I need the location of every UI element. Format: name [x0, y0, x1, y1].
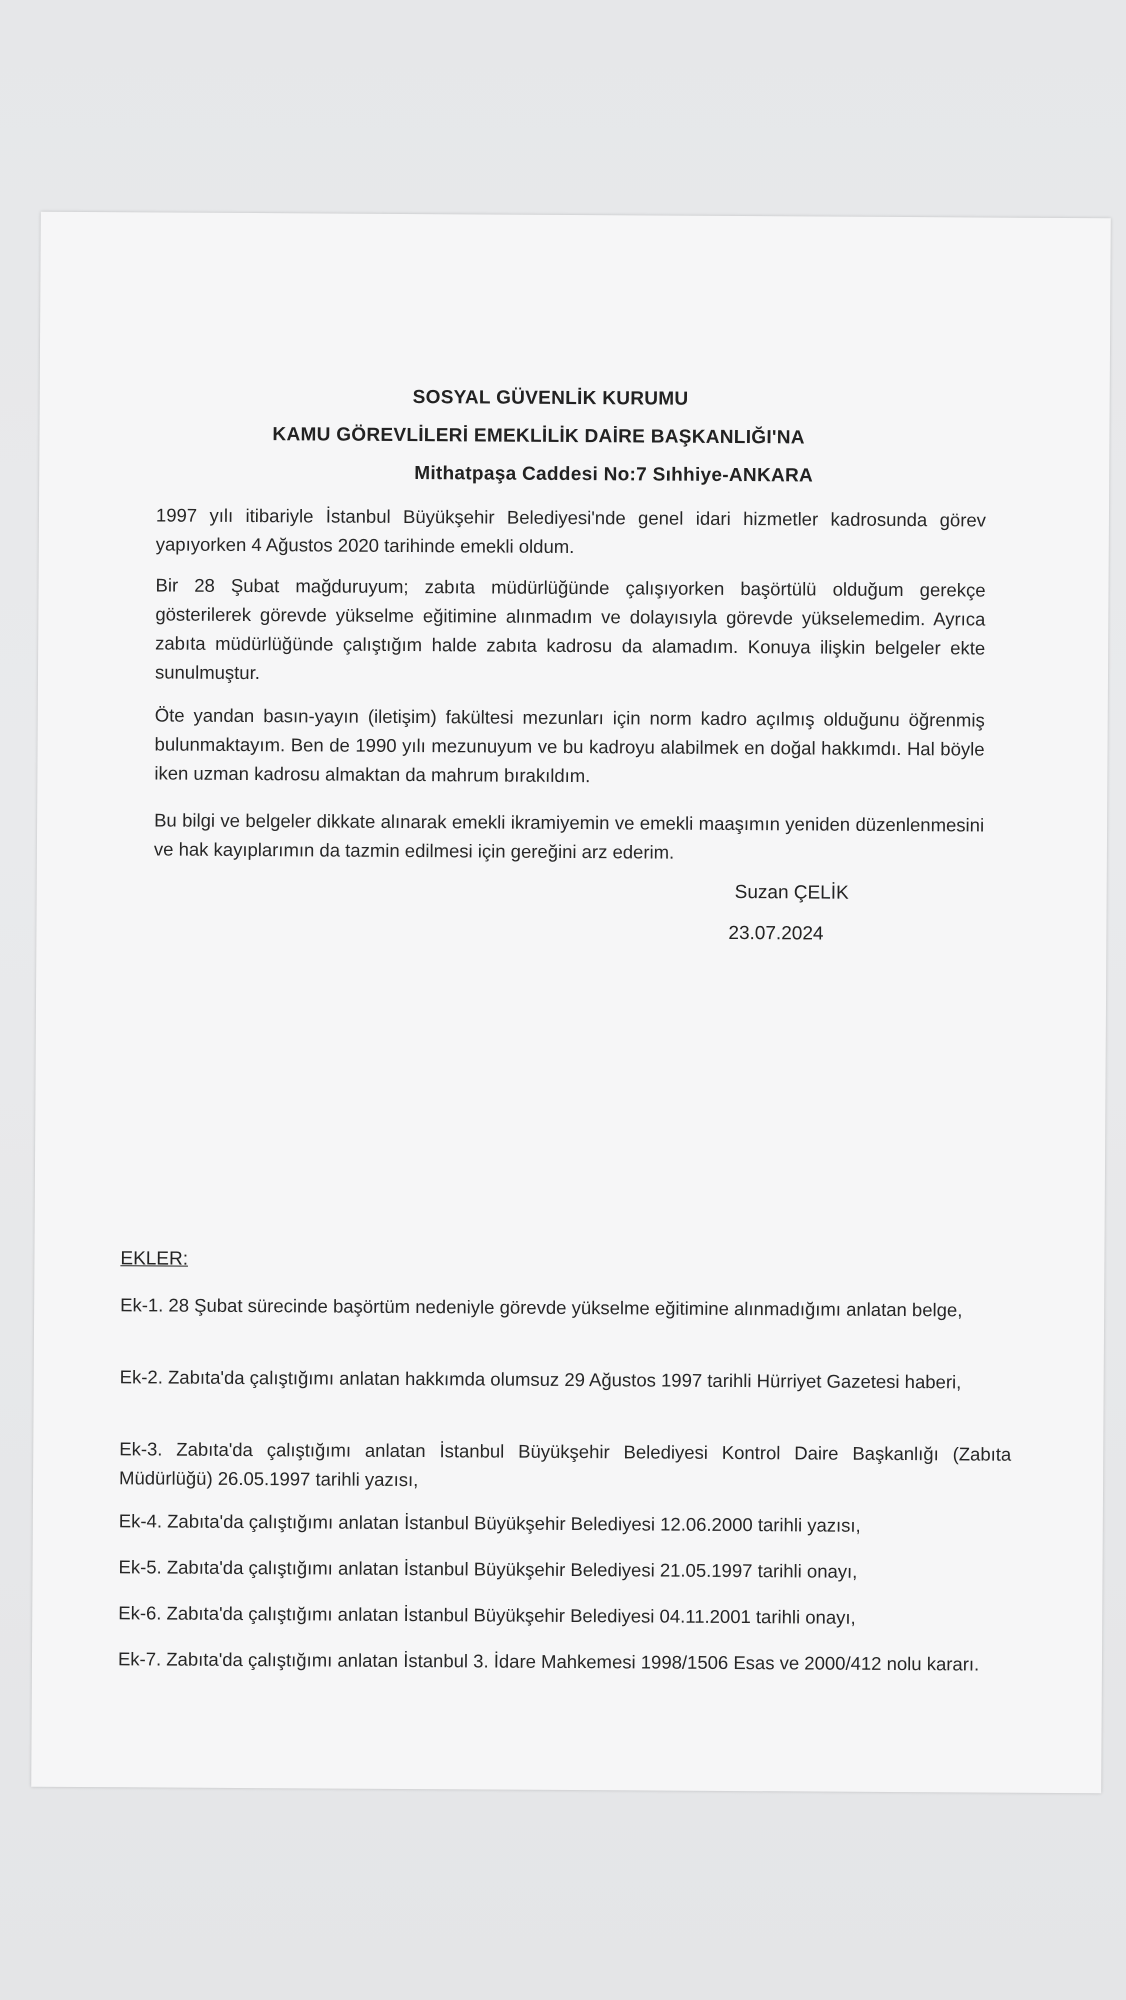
- body-paragraph-1: 1997 yılı itibariyle İstanbul Büyükşehir Belediyesi'nde genel idari hizmetler kadrosunda görev yapıyorken 4 Ağustos 2020 tarihinde emekli oldum.: [155, 504, 987, 558]
- attachment-item: Ek-1. 28 Şubat sürecinde başörtüm nedeniyle görevde yükselme eğitimine alınmadığımı anlatan belge,: [120, 1294, 963, 1321]
- document-sheet: [31, 212, 1111, 1794]
- body-paragraph-4: Bu bilgi ve belgeler dikkate alınarak emekli ikramiyemin ve emekli maaşımın yeniden düzenlenmesini ve hak kayıplarımın da tazmin edilmesi için gereğini arz ederim.: [153, 809, 985, 863]
- attachments-title: EKLER:: [120, 1248, 189, 1270]
- body-paragraph-3: Öte yandan basın-yayın (iletişim) fakültesi mezunları için norm kadro açılmış olduğunu öğrenmiş bulunmaktayım. Ben de 1990 yılı mezunuyum ve bu kadroyu alabilmek en doğal hakkımdı. Hal böyle iken uzman kadrosu almaktan da mahrum bırakıldım.: [154, 704, 985, 787]
- attachment-item: Ek-5. Zabıta'da çalıştığımı anlatan İstanbul Büyükşehir Belediyesi 21.05.1997 tarihli onayı,: [118, 1556, 858, 1582]
- attachment-item: Ek-2. Zabıta'da çalıştığımı anlatan hakkımda olumsuz 29 Ağustos 1997 tarihli Hürriyet Gazetesi haberi,: [119, 1366, 962, 1393]
- body-paragraph-2: Bir 28 Şubat mağduruyum; zabıta müdürlüğünde çalışıyorken başörtülü olduğum gerekçe gösterilerek görevde yükselme eğitimine alınmadım ve dolayısıyla görevde yükselemedim. Ayrıca zabıta müdürlüğünde çalıştığım halde zabıta kadrosu da alamadım. Konuya ilişkin belgeler ekte sunulmuştur.: [154, 574, 986, 684]
- attachment-item: Ek-3. Zabıta'da çalıştığımı anlatan İstanbul Büyükşehir Belediyesi Kontrol Daire Başkanlığı (Zabıta Müdürlüğü) 26.05.1997 tarihli yazısı,: [119, 1438, 1012, 1491]
- document-content: [31, 212, 1111, 1794]
- recipient-department: KAMU GÖREVLİLERİ EMEKLİLİK DAİRE BAŞKANLIĞI'NA: [272, 424, 805, 449]
- signature-name: Suzan ÇELİK: [734, 881, 849, 904]
- recipient-address: Mithatpaşa Caddesi No:7 Sıhhiye-ANKARA: [414, 463, 814, 487]
- recipient-institution: SOSYAL GÜVENLİK KURUMU: [412, 387, 689, 410]
- attachment-item: Ek-6. Zabıta'da çalıştığımı anlatan İstanbul Büyükşehir Belediyesi 04.11.2001 tarihli onayı,: [118, 1602, 856, 1628]
- signature-date: 23.07.2024: [728, 922, 824, 945]
- attachment-item: Ek-4. Zabıta'da çalıştığımı anlatan İstanbul Büyükşehir Belediyesi 12.06.2000 tarihli yazısı,: [118, 1510, 861, 1536]
- attachment-item: Ek-7. Zabıta'da çalıştığımı anlatan İstanbul 3. İdare Mahkemesi 1998/1506 Esas ve 2000/412 nolu kararı.: [117, 1648, 980, 1675]
